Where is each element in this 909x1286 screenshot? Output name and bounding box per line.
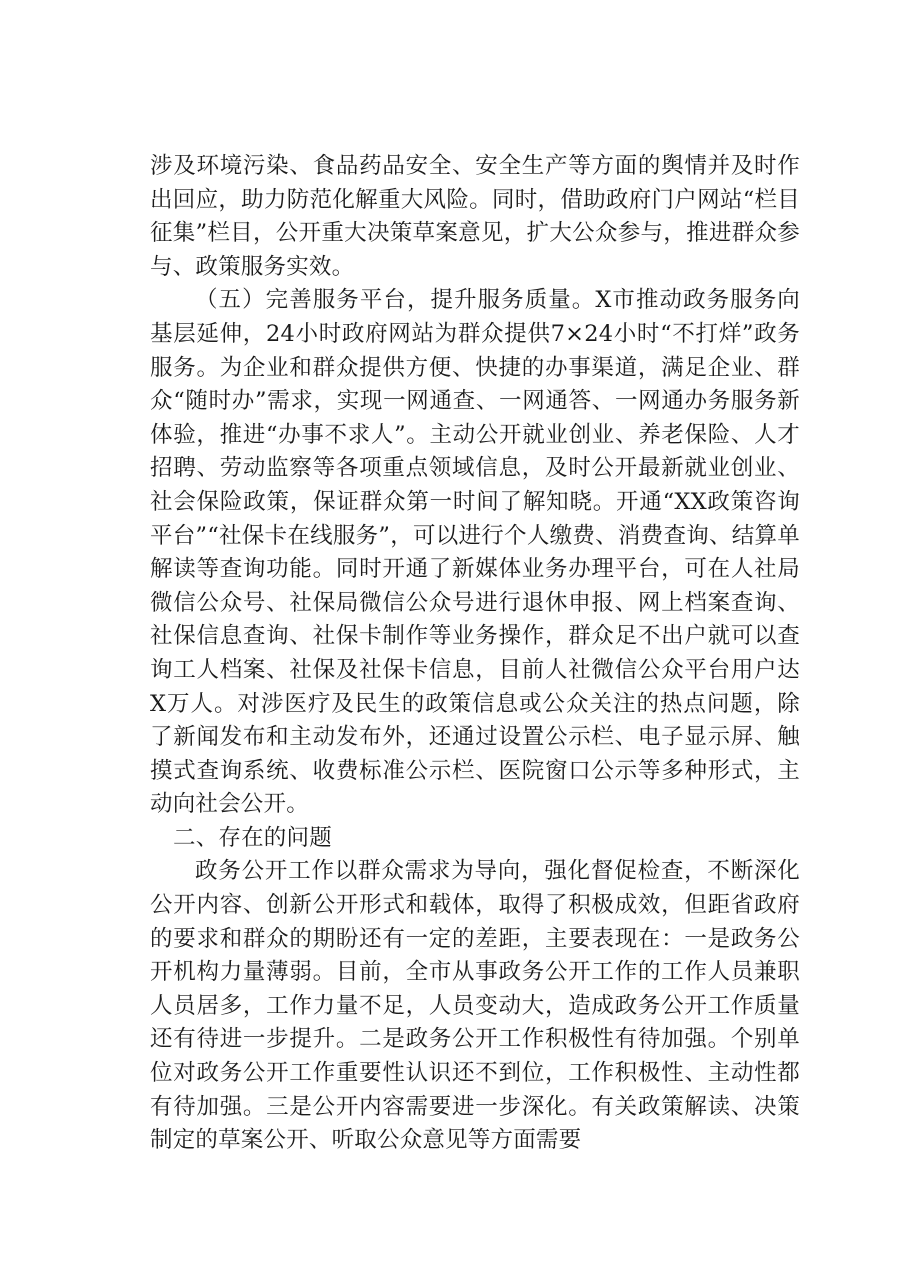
section-heading: 二、存在的问题 <box>173 824 332 851</box>
document-body <box>150 150 800 1158</box>
paragraph-problems: 政务公开工作以群众需求为导向，强化督促检查，不断深化公开内容、创新公开形式和载体，取得了积极成效，但距省政府的要求和群众的期盼还有一定的差距，主要表现在：一是政务公开机构力量薄弱。目前，全市从事政务公开工作的工作人员兼职人员居多，工作力量不足，人员变动大，造成政务公开工作质量还有待进一步提升。二是政务公开工作积极性有待加强。个别单位对政务公开工作重要性认识还不到位，工作积极性、主动性都有待加强。三是公开内容需要进一步深化。有关政策解读、决策制定的草案公开、听取公众意见等方面需要 <box>150 858 800 1154</box>
paragraph-continued: 涉及环境污染、食品药品安全、安全生产等方面的舆情并及时作出回应，助力防范化解重大风险。同时，借助政府门户网站“栏目征集”栏目，公开重大决策草案意见，扩大公众参与，推进群众参与、政策服务实效。 <box>150 153 800 280</box>
paragraph-service-platform: （五）完善服务平台，提升服务质量。X市推动政务服务向基层延伸，24小时政府网站为群众提供7×24小时“不打烊”政务服务。为企业和群众提供方便、快捷的办事渠道，满足企业、群众“随时办”需求，实现一网通查、一网通答、一网通办务服务新体验，推进“办事不求人”。主动公开就业创业、养老保险、人才招聘、劳动监察等各项重点领域信息，及时公开最新就业创业、社会保险政策，保证群众第一时间了解知晓。开通“XX政策咨询平台”“社保卡在线服务”，可以进行个人缴费、消费查询、结算单解读等查询功能。同时开通了新媒体业务办理平台，可在人社局微信公众号、社保局微信公众号进行退休申报、网上档案查询、社保信息查询、社保卡制作等业务操作，群众足不出户就可以查询工人档案、社保及社保卡信息，目前人社微信公众平台用户达X万人。对涉医疗及民生的政策信息或公众关注的热点问题，除了新闻发布和主动发布外，还通过设置公示栏、电子显示屏、触摸式查询系统、收费标准公示栏、医院窗口公示等多种形式，主动向社会公开。 <box>150 287 800 818</box>
